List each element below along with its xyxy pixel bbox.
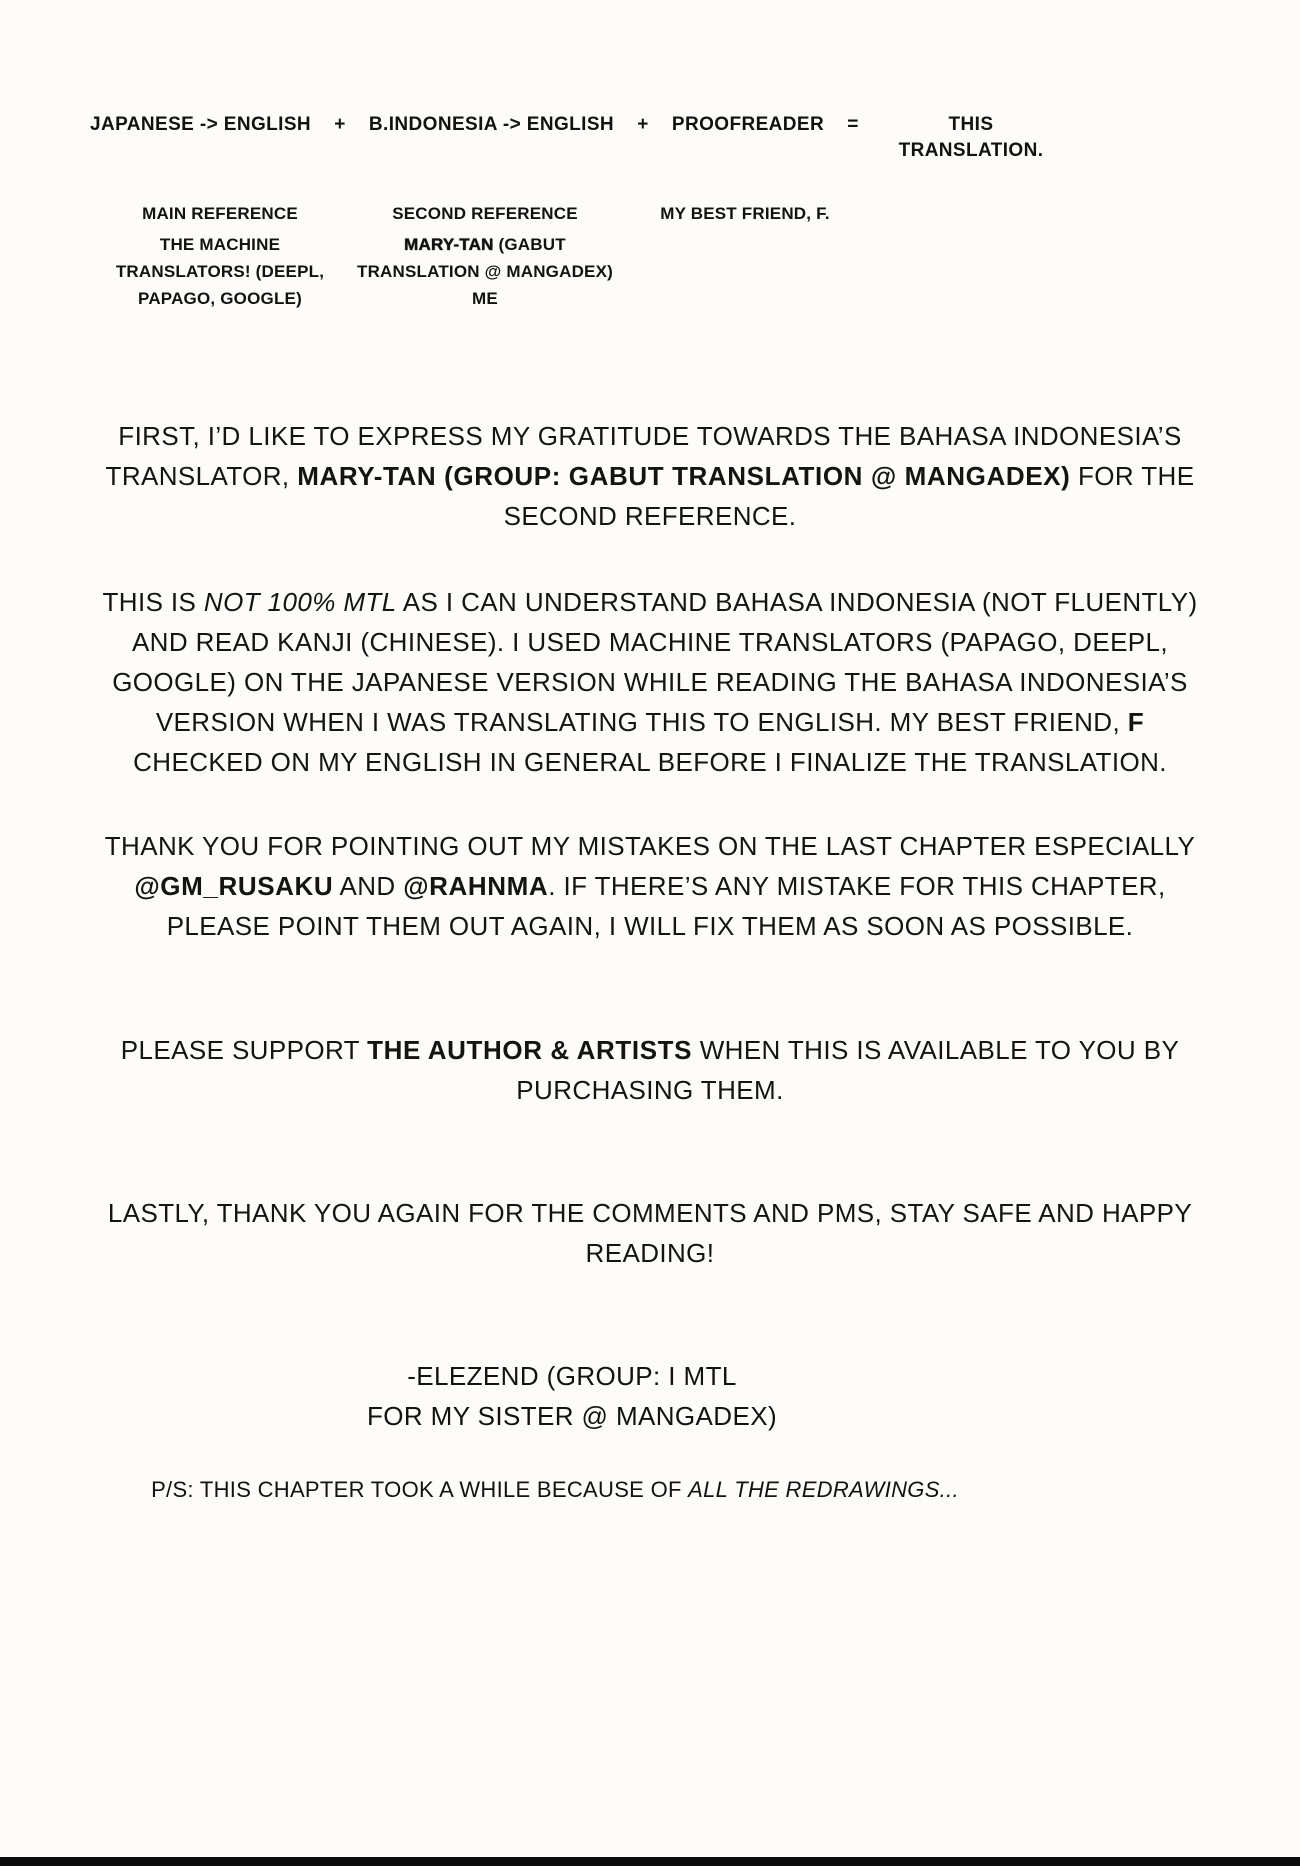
translator-name: MARY-TAN (404, 235, 494, 254)
signature-line: -ELEZEND (GROUP: I MTL (407, 1361, 737, 1391)
text-segment-bold: @GM_RUSAKU (134, 871, 334, 901)
text-segment-bold: @RAHNMA (403, 871, 549, 901)
text-segment: . IF THERE’S ANY MISTAKE FOR THIS CHAPTER, PLEASE POINT THEM OUT AGAIN, I WILL FIX THEM AS SOON AS POSSIBLE. (166, 871, 1166, 941)
credit-line: ME (472, 289, 498, 308)
credit-line: PAPAGO, GOOGLE) (138, 289, 302, 308)
paragraph-process (90, 582, 1210, 782)
credits-columns (90, 200, 1210, 312)
text-segment-italic: NOT 100% MTL (203, 587, 397, 617)
text-segment: CHECKED ON MY ENGLISH IN GENERAL BEFORE I FINALIZE THE TRANSLATION. (133, 747, 1167, 777)
credit-line: TRANSLATION @ MANGADEX) (356, 262, 613, 281)
credit-column-second-reference (350, 200, 620, 312)
signature (90, 1356, 1054, 1436)
text-segment: P/S: THIS CHAPTER TOOK A WHILE BECAUSE OF (151, 1477, 689, 1502)
credit-line: TRANSLATORS! (DEEPL, (115, 262, 325, 281)
plus-sign: + (334, 114, 346, 135)
credit-title: SECOND REFERENCE (392, 204, 578, 223)
text-segment: THANK YOU FOR POINTING OUT MY MISTAKES ON THE LAST CHAPTER ESPECIALLY (104, 831, 1196, 861)
paragraph-gratitude (90, 416, 1210, 536)
paragraph-closing (90, 1193, 1210, 1273)
credit-column-proofreader (620, 200, 870, 312)
plus-sign: + (637, 114, 649, 135)
text-segment: AS I CAN UNDERSTAND BAHASA INDONESIA (NOT FLUENTLY) AND READ KANJI (CHINESE). I USED MACHINE TRANSLATORS (PAPAGO, DEEPL, GOOGLE) ON THE JAPANESE VERSION WHILE READING THE BAHASA INDONESIA’S VERSION WHEN I WAS TRANSLATING THIS TO ENGLISH. MY BEST FRIEND, (112, 587, 1198, 737)
text-segment: FIRST, I’D LIKE TO EXPRESS MY GRATITUDE TOWARDS THE BAHASA INDONESIA’S TRANSLATOR, (105, 421, 1182, 491)
text-segment: WHEN THIS IS AVAILABLE TO YOU BY PURCHASING THEM. (516, 1035, 1180, 1105)
text-segment: PLEASE SUPPORT (120, 1035, 368, 1065)
page-bottom-edge (0, 1857, 1300, 1866)
equals-sign: = (847, 114, 859, 135)
postscript (90, 1473, 1020, 1507)
formula-proofreader: PROOFREADER (671, 114, 825, 135)
formula-source-japanese: JAPANESE -> ENGLISH (90, 114, 312, 135)
text-segment: LASTLY, THANK YOU AGAIN FOR THE COMMENTS AND PMS, STAY SAFE AND HAPPY READING! (107, 1198, 1193, 1268)
paragraph-support (90, 1030, 1210, 1110)
formula-source-indonesia: B.INDONESIA -> ENGLISH (368, 114, 615, 135)
text-segment-italic: ALL THE REDRAWINGS... (688, 1477, 959, 1502)
credit-line-rest: (GABUT (493, 235, 566, 254)
text-segment: THIS IS (102, 587, 204, 617)
credit-title: MY BEST FRIEND, F. (660, 204, 830, 223)
translation-formula (90, 112, 1060, 164)
text-segment-bold: THE AUTHOR & ARTISTS (367, 1035, 693, 1065)
credit-title: MAIN REFERENCE (142, 204, 298, 223)
text-segment-bold: F (1127, 707, 1145, 737)
credit-column-main-reference (90, 200, 350, 312)
paragraph-thanks (90, 826, 1210, 946)
signature-line: FOR MY SISTER @ MANGADEX) (366, 1401, 778, 1431)
text-segment: AND (333, 871, 404, 901)
credit-line: THE MACHINE (159, 235, 281, 254)
credit-line (350, 231, 620, 258)
text-segment-bold: MARY-TAN (GROUP: GABUT TRANSLATION @ MANGADEX) (297, 461, 1071, 491)
formula-result: THIS TRANSLATION. (898, 114, 1044, 161)
text-segment: FOR THE SECOND REFERENCE. (503, 461, 1195, 531)
